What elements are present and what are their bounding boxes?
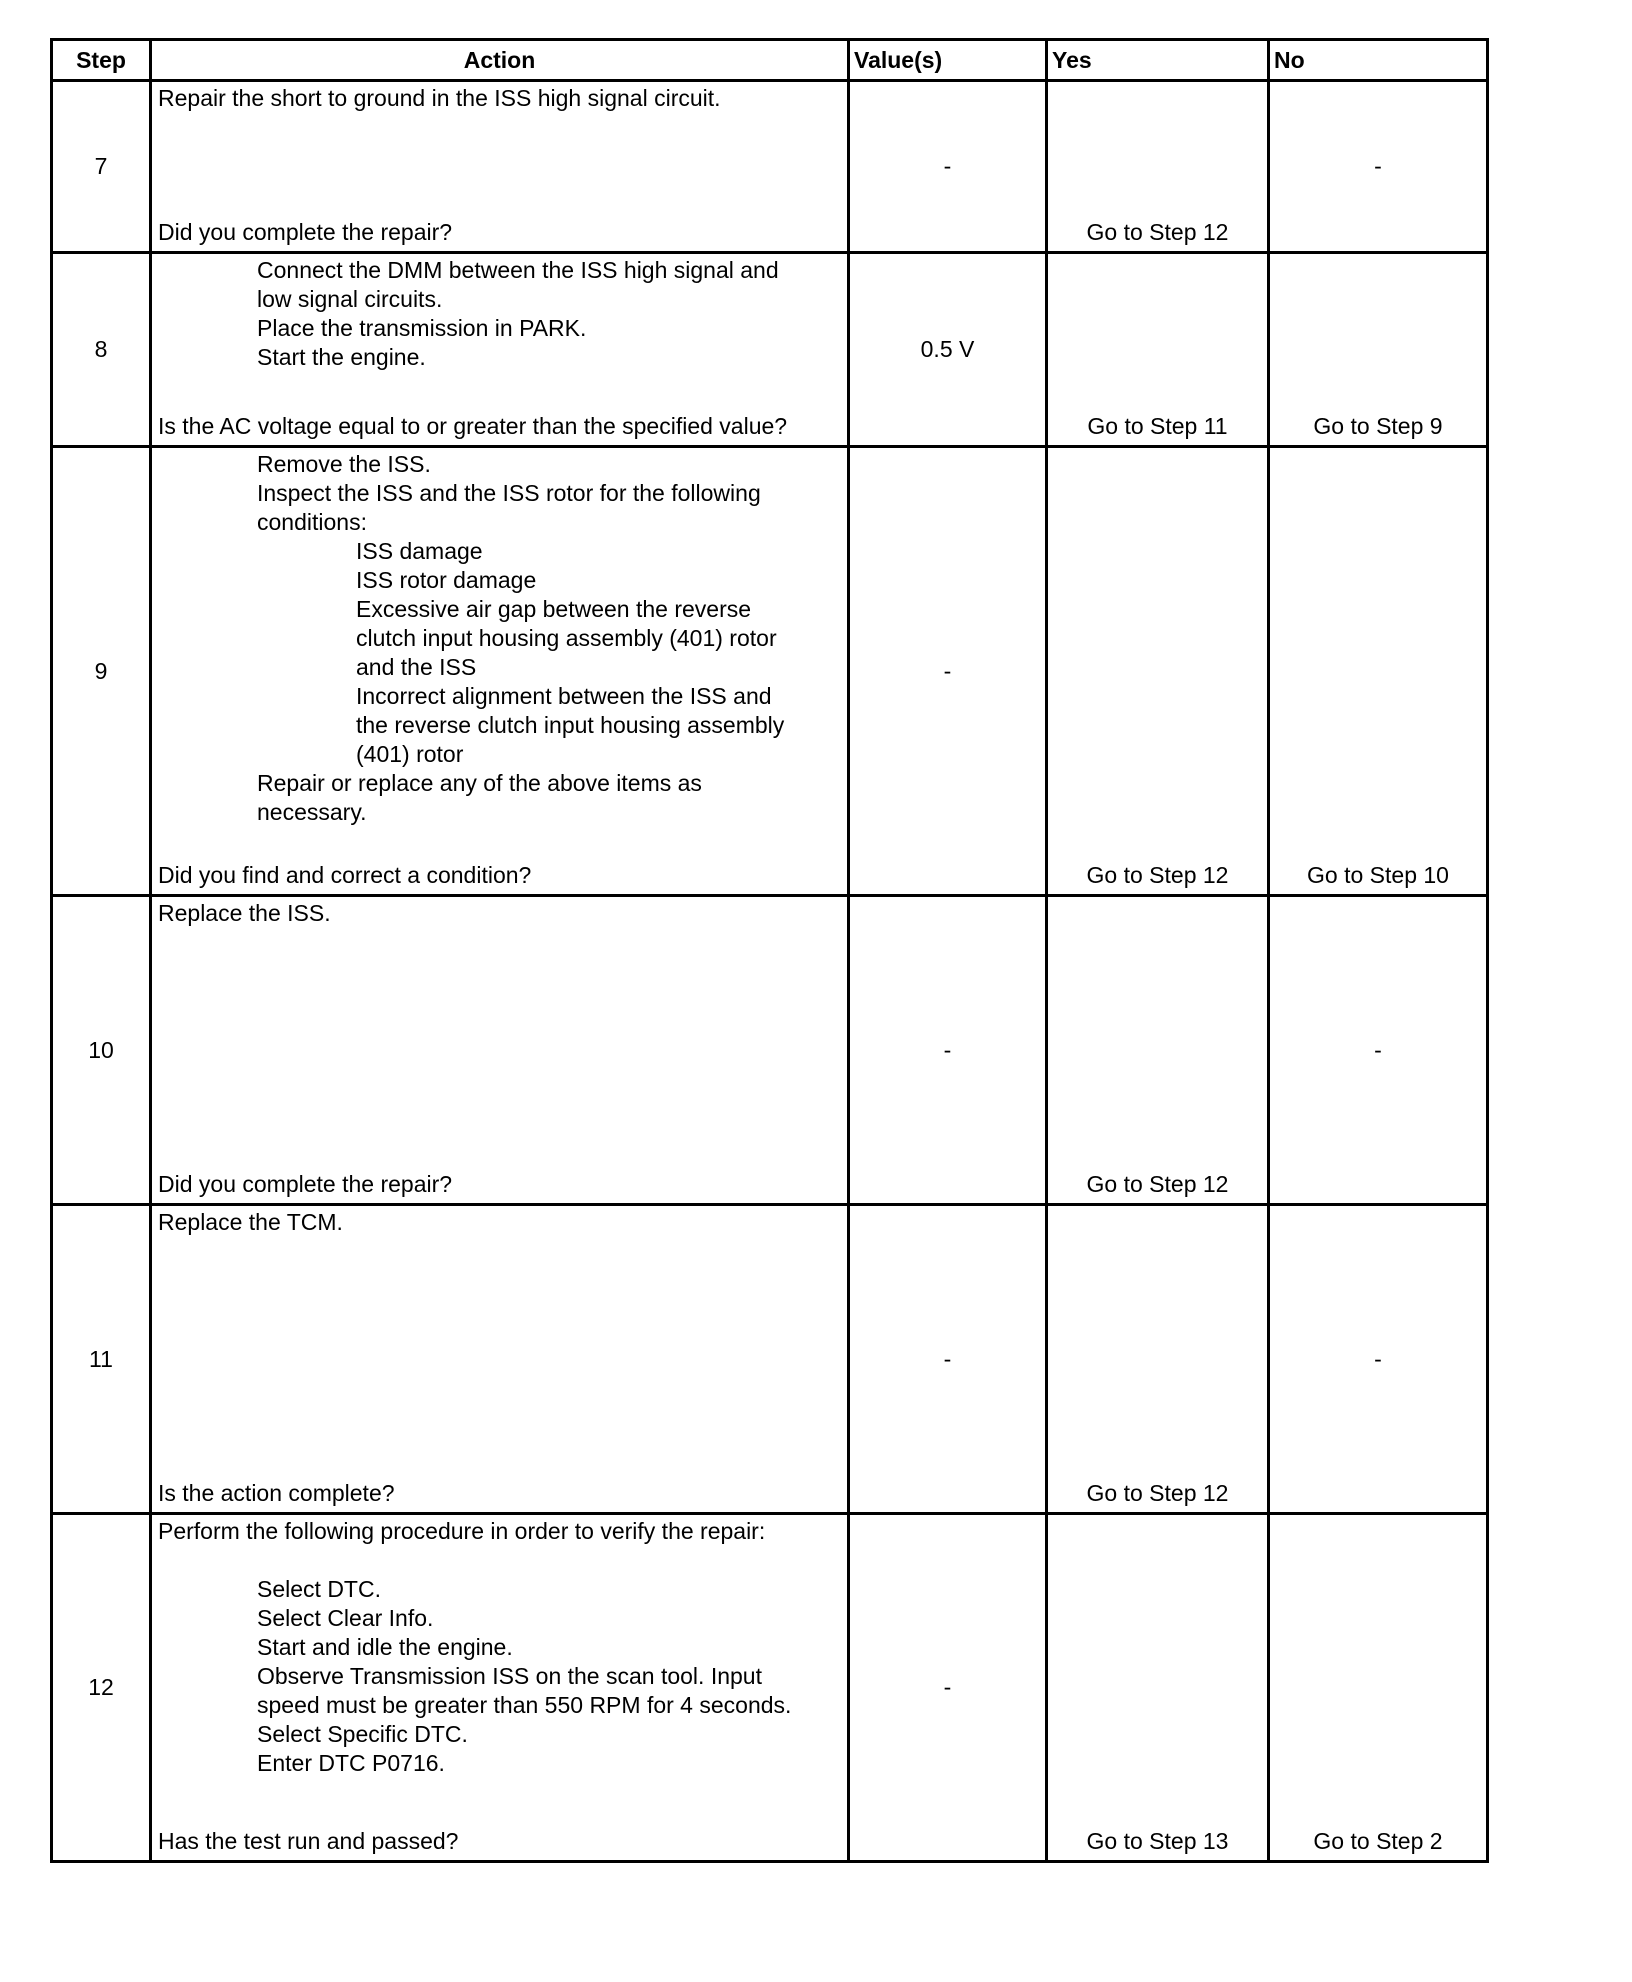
table-row [52, 253, 1488, 447]
diagnostic-table [50, 38, 1489, 1863]
action-line: Enter DTC P0716. [257, 1750, 445, 1776]
yes-cell: Go to Step 12 [1047, 896, 1269, 1205]
action-line: Repair the short to ground in the ISS high signal circuit. [158, 85, 721, 111]
action-question: Did you complete the repair? [158, 1171, 453, 1197]
table-row [52, 447, 1488, 896]
action-line: Replace the ISS. [158, 900, 331, 926]
value-cell: - [849, 81, 1047, 253]
action-line: Place the transmission in PARK. [257, 315, 587, 341]
value-cell: - [849, 1514, 1047, 1862]
header-yes: Yes [1047, 40, 1269, 81]
table-row [52, 1205, 1488, 1514]
no-cell: - [1269, 81, 1488, 253]
action-cell [151, 896, 849, 1205]
action-line: Start and idle the engine. [257, 1634, 513, 1660]
step-number: 7 [52, 81, 151, 253]
value-cell: - [849, 447, 1047, 896]
action-line: Inspect the ISS and the ISS rotor for the following [257, 480, 761, 506]
step-number: 8 [52, 253, 151, 447]
yes-cell: Go to Step 12 [1047, 1205, 1269, 1514]
header-row [52, 40, 1488, 81]
action-question: Did you complete the repair? [158, 219, 453, 245]
action-cell [151, 447, 849, 896]
no-cell: - [1269, 1205, 1488, 1514]
action-line: (401) rotor [356, 741, 464, 767]
action-line: the reverse clutch input housing assembly [356, 712, 785, 738]
action-line: Select Clear Info. [257, 1605, 434, 1631]
action-line: conditions: [257, 509, 367, 535]
yes-cell: Go to Step 12 [1047, 81, 1269, 253]
action-line: low signal circuits. [257, 286, 443, 312]
action-line: necessary. [257, 799, 367, 825]
action-question: Has the test run and passed? [158, 1828, 459, 1854]
yes-cell: Go to Step 12 [1047, 447, 1269, 896]
action-line: speed must be greater than 550 RPM for 4 seconds. [257, 1692, 792, 1718]
step-number: 11 [52, 1205, 151, 1514]
header-no: No [1269, 40, 1488, 81]
table-row [52, 896, 1488, 1205]
action-cell [151, 1205, 849, 1514]
action-question: Is the AC voltage equal to or greater than the specified value? [158, 413, 788, 439]
no-cell: Go to Step 9 [1269, 253, 1488, 447]
no-cell: Go to Step 10 [1269, 447, 1488, 896]
table-row [52, 1514, 1488, 1862]
action-line [158, 1546, 843, 1575]
action-line: Incorrect alignment between the ISS and [356, 683, 772, 709]
step-number: 10 [52, 896, 151, 1205]
action-line: Connect the DMM between the ISS high signal and [257, 257, 779, 283]
yes-cell: Go to Step 13 [1047, 1514, 1269, 1862]
action-line: Replace the TCM. [158, 1209, 343, 1235]
action-question: Is the action complete? [158, 1480, 395, 1506]
step-number: 12 [52, 1514, 151, 1862]
action-line: ISS rotor damage [356, 567, 537, 593]
yes-cell: Go to Step 11 [1047, 253, 1269, 447]
action-cell [151, 1514, 849, 1862]
header-values: Value(s) [849, 40, 1047, 81]
value-cell: 0.5 V [849, 253, 1047, 447]
action-line: clutch input housing assembly (401) rotor [356, 625, 777, 651]
step-number: 9 [52, 447, 151, 896]
action-cell [151, 253, 849, 447]
value-cell: - [849, 896, 1047, 1205]
no-cell: - [1269, 896, 1488, 1205]
action-line: Start the engine. [257, 344, 426, 370]
action-line: Observe Transmission ISS on the scan tool. Input [257, 1663, 762, 1689]
action-question: Did you find and correct a condition? [158, 862, 532, 888]
action-line: Repair or replace any of the above items as [257, 770, 702, 796]
header-action: Action [151, 40, 849, 81]
action-line: and the ISS [356, 654, 477, 680]
action-line: Select Specific DTC. [257, 1721, 468, 1747]
action-line: ISS damage [356, 538, 483, 564]
no-cell: Go to Step 2 [1269, 1514, 1488, 1862]
table-row [52, 81, 1488, 253]
header-step: Step [52, 40, 151, 81]
action-line: Remove the ISS. [257, 451, 431, 477]
action-cell [151, 81, 849, 253]
value-cell: - [849, 1205, 1047, 1514]
action-line: Select DTC. [257, 1576, 381, 1602]
action-line: Excessive air gap between the reverse [356, 596, 752, 622]
action-line: Perform the following procedure in order to verify the repair: [158, 1518, 766, 1544]
